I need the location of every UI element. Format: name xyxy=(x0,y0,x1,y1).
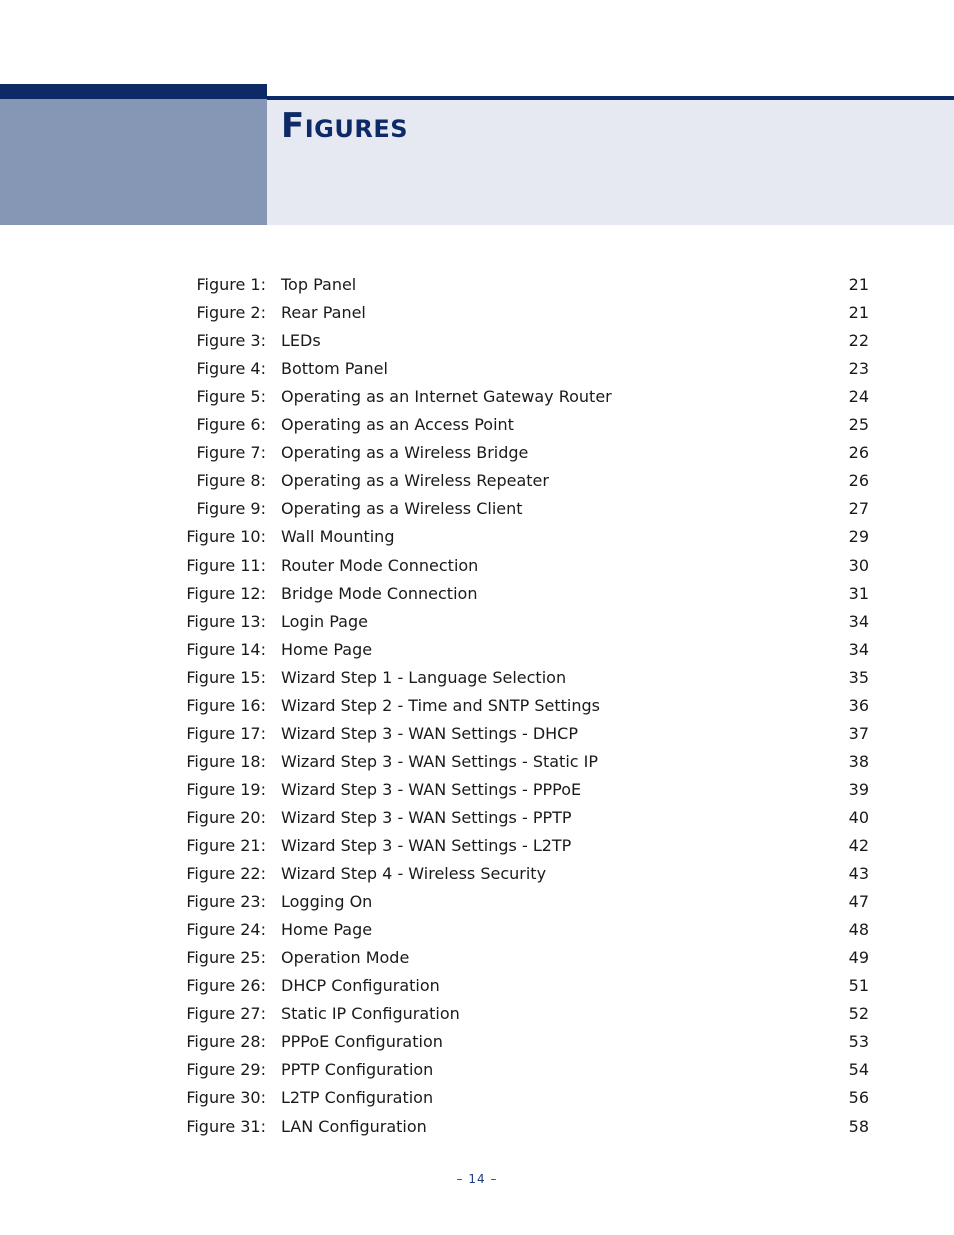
figure-page-number: 40 xyxy=(848,808,869,827)
figure-entry[interactable] xyxy=(0,664,954,692)
figure-title-link[interactable]: LAN Configuration xyxy=(281,1117,427,1136)
figure-page-number: 36 xyxy=(848,696,869,715)
figure-title-link[interactable]: Wizard Step 3 - WAN Settings - DHCP xyxy=(281,724,578,743)
figure-number: Figure 23: xyxy=(186,892,266,911)
figure-number: Figure 15: xyxy=(186,668,266,687)
figure-page-number: 26 xyxy=(848,443,869,462)
figure-entry[interactable] xyxy=(0,888,954,916)
figure-number: Figure 6: xyxy=(196,415,266,434)
figure-number: Figure 17: xyxy=(186,724,266,743)
figure-title-link[interactable]: Logging On xyxy=(281,892,373,911)
figure-page-number: 27 xyxy=(848,499,869,518)
figure-title-link[interactable]: PPTP Configuration xyxy=(281,1060,434,1079)
page-number: – 14 – xyxy=(456,1172,498,1186)
figure-title-link[interactable]: L2TP Configuration xyxy=(281,1088,434,1107)
figure-page-number: 22 xyxy=(848,331,869,350)
figure-entry[interactable] xyxy=(0,748,954,776)
figure-entry[interactable] xyxy=(0,355,954,383)
figure-number: Figure 5: xyxy=(196,387,266,406)
figure-title-link[interactable]: Wizard Step 3 - WAN Settings - L2TP xyxy=(281,836,572,855)
figure-entry[interactable] xyxy=(0,411,954,439)
figure-entry[interactable] xyxy=(0,1028,954,1056)
figure-entry[interactable] xyxy=(0,860,954,888)
figure-page-number: 53 xyxy=(848,1032,869,1051)
figure-title-link[interactable]: Wizard Step 3 - WAN Settings - PPPoE xyxy=(281,780,582,799)
figure-page-number: 47 xyxy=(848,892,869,911)
figure-page-number: 30 xyxy=(848,556,869,575)
figure-entry[interactable] xyxy=(0,1056,954,1084)
figure-title-link[interactable]: Operating as a Wireless Bridge xyxy=(281,443,529,462)
figure-number: Figure 7: xyxy=(196,443,266,462)
figure-page-number: 34 xyxy=(848,640,869,659)
figure-title-link[interactable]: Login Page xyxy=(281,612,368,631)
figure-page-number: 24 xyxy=(848,387,869,406)
figure-page-number: 52 xyxy=(848,1004,869,1023)
figure-number: Figure 29: xyxy=(186,1060,266,1079)
figure-entry[interactable] xyxy=(0,776,954,804)
figure-entry[interactable] xyxy=(0,299,954,327)
figure-title-link[interactable]: Static IP Configuration xyxy=(281,1004,460,1023)
figure-number: Figure 24: xyxy=(186,920,266,939)
figure-entry[interactable] xyxy=(0,523,954,551)
figure-entry[interactable] xyxy=(0,832,954,860)
figure-page-number: 42 xyxy=(848,836,869,855)
figure-page-number: 49 xyxy=(848,948,869,967)
figure-title-link[interactable]: Wizard Step 1 - Language Selection xyxy=(281,668,567,687)
figure-entry[interactable] xyxy=(0,692,954,720)
figure-number: Figure 14: xyxy=(186,640,266,659)
figure-number: Figure 4: xyxy=(196,359,266,378)
figure-number: Figure 1: xyxy=(196,275,266,294)
figure-title-link[interactable]: Bridge Mode Connection xyxy=(281,584,478,603)
figure-number: Figure 25: xyxy=(186,948,266,967)
figure-entry[interactable] xyxy=(0,495,954,523)
figure-number: Figure 21: xyxy=(186,836,266,855)
figure-title-link[interactable]: Bottom Panel xyxy=(281,359,388,378)
figure-title-link[interactable]: Wizard Step 4 - Wireless Security xyxy=(281,864,547,883)
figure-title-link[interactable]: Home Page xyxy=(281,920,373,939)
figure-entry[interactable] xyxy=(0,804,954,832)
figure-title-link[interactable]: Top Panel xyxy=(281,275,357,294)
figure-title-link[interactable]: Operating as an Internet Gateway Router xyxy=(281,387,612,406)
figure-entry[interactable] xyxy=(0,972,954,1000)
header-left-bar xyxy=(0,84,267,99)
figure-entry[interactable] xyxy=(0,271,954,299)
figure-number: Figure 12: xyxy=(186,584,266,603)
figure-entry[interactable] xyxy=(0,383,954,411)
figure-title-link[interactable]: LEDs xyxy=(281,331,321,350)
figure-page-number: 21 xyxy=(848,303,869,322)
figure-page-number: 38 xyxy=(848,752,869,771)
figure-page-number: 35 xyxy=(848,668,869,687)
figure-page-number: 51 xyxy=(848,976,869,995)
figure-entry[interactable] xyxy=(0,439,954,467)
figure-number: Figure 13: xyxy=(186,612,266,631)
figure-title-link[interactable]: Rear Panel xyxy=(281,303,366,322)
figure-title-link[interactable]: Operation Mode xyxy=(281,948,410,967)
figure-number: Figure 3: xyxy=(196,331,266,350)
figure-entry[interactable] xyxy=(0,916,954,944)
figure-title-link[interactable]: Operating as an Access Point xyxy=(281,415,514,434)
figure-page-number: 25 xyxy=(848,415,869,434)
figure-number: Figure 11: xyxy=(186,556,266,575)
figure-number: Figure 2: xyxy=(196,303,266,322)
figure-number: Figure 16: xyxy=(186,696,266,715)
figure-title-link[interactable]: Home Page xyxy=(281,640,373,659)
figure-title-link[interactable]: DHCP Configuration xyxy=(281,976,440,995)
figure-number: Figure 18: xyxy=(186,752,266,771)
figure-page-number: 29 xyxy=(848,527,869,546)
figure-number: Figure 9: xyxy=(196,499,266,518)
figure-entry[interactable] xyxy=(0,1000,954,1028)
figure-number: Figure 20: xyxy=(186,808,266,827)
figure-page-number: 34 xyxy=(848,612,869,631)
figure-page-number: 39 xyxy=(848,780,869,799)
figure-entry[interactable] xyxy=(0,1113,954,1141)
figure-title-link[interactable]: Wizard Step 2 - Time and SNTP Settings xyxy=(281,696,600,715)
figure-page-number: 26 xyxy=(848,471,869,490)
figure-entry[interactable] xyxy=(0,327,954,355)
figure-number: Figure 30: xyxy=(186,1088,266,1107)
figure-entry[interactable] xyxy=(0,636,954,664)
page-title: Figures xyxy=(281,106,409,146)
header-left-block xyxy=(0,84,267,225)
figure-title-link[interactable]: Operating as a Wireless Client xyxy=(281,499,523,518)
figure-title-link[interactable]: Operating as a Wireless Repeater xyxy=(281,471,549,490)
figure-entry[interactable] xyxy=(0,720,954,748)
figure-page-number: 31 xyxy=(848,584,869,603)
figure-page-number: 21 xyxy=(848,275,869,294)
figure-number: Figure 22: xyxy=(186,864,266,883)
figure-number: Figure 19: xyxy=(186,780,266,799)
figure-number: Figure 8: xyxy=(196,471,266,490)
figure-entry[interactable] xyxy=(0,944,954,972)
figure-page-number: 43 xyxy=(848,864,869,883)
figure-number: Figure 31: xyxy=(186,1117,266,1136)
figure-title-link[interactable]: Wizard Step 3 - WAN Settings - Static IP xyxy=(281,752,599,771)
figure-number: Figure 28: xyxy=(186,1032,266,1051)
header-rule xyxy=(267,96,954,100)
figure-page-number: 37 xyxy=(848,724,869,743)
figure-number: Figure 10: xyxy=(186,527,266,546)
figure-entry[interactable] xyxy=(0,1084,954,1112)
figure-title-link[interactable]: Wizard Step 3 - WAN Settings - PPTP xyxy=(281,808,572,827)
figure-title-link[interactable]: Wall Mounting xyxy=(281,527,395,546)
figure-page-number: 23 xyxy=(848,359,869,378)
figure-page-number: 58 xyxy=(848,1117,869,1136)
figure-title-link[interactable]: Router Mode Connection xyxy=(281,556,479,575)
figure-entry[interactable] xyxy=(0,552,954,580)
figure-title-link[interactable]: PPPoE Configuration xyxy=(281,1032,443,1051)
figure-number: Figure 26: xyxy=(186,976,266,995)
figure-entry[interactable] xyxy=(0,608,954,636)
figure-page-number: 56 xyxy=(848,1088,869,1107)
figure-page-number: 48 xyxy=(848,920,869,939)
figure-entry[interactable] xyxy=(0,580,954,608)
figure-number: Figure 27: xyxy=(186,1004,266,1023)
figure-page-number: 54 xyxy=(848,1060,869,1079)
figure-entry[interactable] xyxy=(0,467,954,495)
